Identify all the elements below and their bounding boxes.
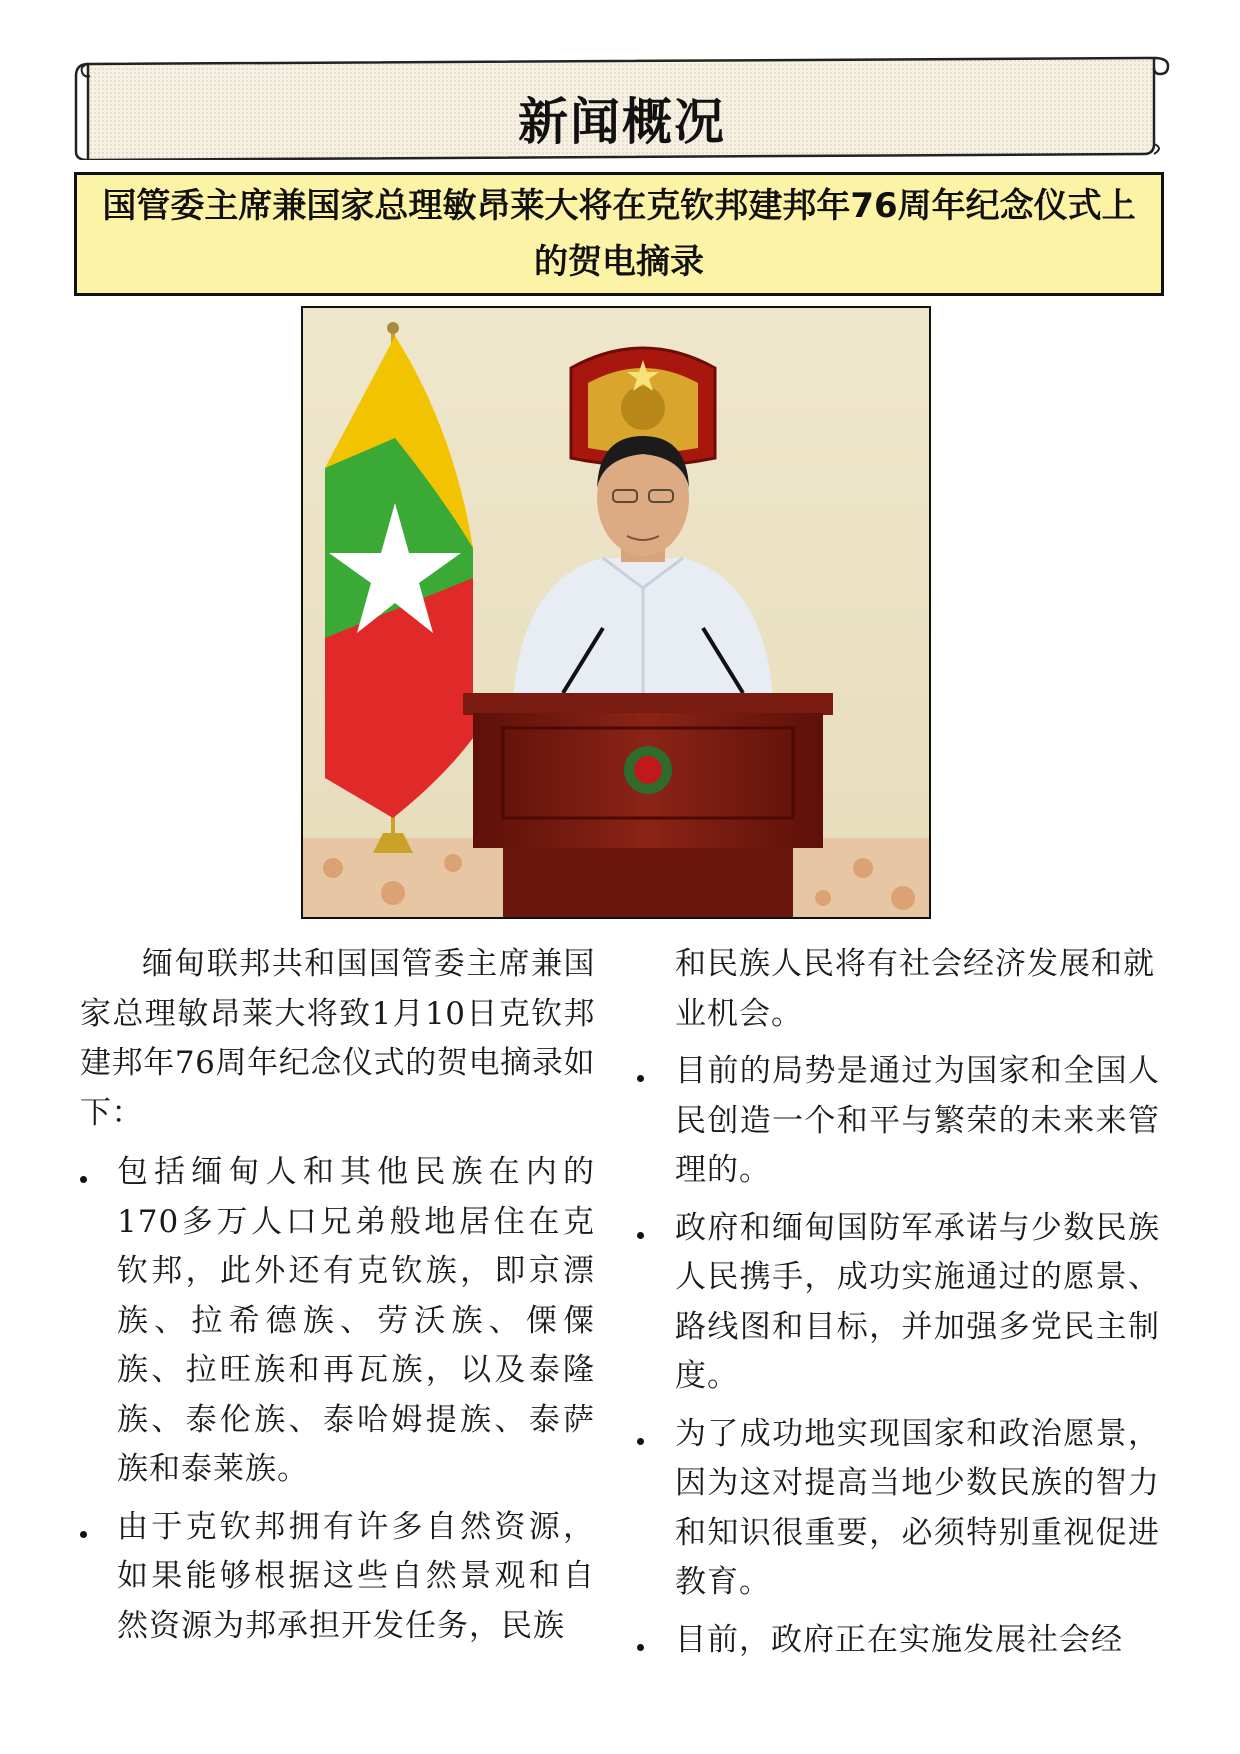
left-bullet-list (80, 1148, 595, 1651)
right-bullet-list (630, 1047, 1160, 1665)
news-photo (301, 306, 931, 919)
continuation-text: 和民族人民将有社会经济发展和就业机会。 (675, 946, 1155, 1032)
headline-box (74, 172, 1164, 296)
list-item-text: 由于克钦邦拥有许多自然资源，如果能够根据这些自然景观和自然资源为邦承担开发任务，民族 (117, 1508, 595, 1644)
right-column (630, 940, 1160, 1673)
list-item-text: 为了成功地实现国家和政治愿景，因为这对提高当地少数民族的智力和知识很重要，必须特别重视促进教育。 (675, 1415, 1160, 1600)
list-item-text: 目前，政府正在实施发展社会经 (675, 1621, 1123, 1658)
list-item (630, 1410, 1160, 1608)
list-item-text: 目前的局势是通过为国家和全国人民创造一个和平与繁荣的未来来管理的。 (675, 1053, 1160, 1188)
list-item (630, 1204, 1160, 1402)
bullet-icon (80, 1176, 87, 1183)
podium (463, 693, 833, 917)
left-column (80, 940, 595, 1659)
list-item-text: 包括缅甸人和其他民族在内的170多万人口兄弟般地居住在克钦邦，此外还有克钦族，即京漂族、拉希德族、劳沃族、傈僳族、拉旺族和再瓦族，以及泰隆族、泰伦族、泰哈姆提族、泰萨族和泰莱族。 (117, 1154, 595, 1487)
bullet-icon (637, 1232, 644, 1239)
bullet-icon (637, 1644, 644, 1651)
bullet-icon (637, 1075, 644, 1082)
speaker-photo-illustration (303, 308, 929, 917)
scroll-banner (74, 56, 1170, 160)
bullet-icon (637, 1438, 644, 1445)
intro-paragraph: 缅甸联邦共和国国管委主席兼国家总理敏昂莱大将致1月10日克钦邦建邦年76周年纪念仪式的贺电摘录如下： (80, 946, 595, 1131)
headline-title: 国管委主席兼国家总理敏昂莱大将在克钦邦建邦年76周年纪念仪式上的贺电摘录 (102, 186, 1136, 282)
list-item (630, 1616, 1160, 1666)
bullet-icon (80, 1531, 87, 1538)
list-item (80, 1148, 595, 1495)
banner-title: 新闻概况 (518, 93, 726, 151)
list-item (630, 1047, 1160, 1196)
list-item (80, 1503, 595, 1652)
list-item-text: 政府和缅甸国防军承诺与少数民族人民携手，成功实施通过的愿景、路线图和目标，并加强多党民主制度。 (675, 1209, 1160, 1394)
